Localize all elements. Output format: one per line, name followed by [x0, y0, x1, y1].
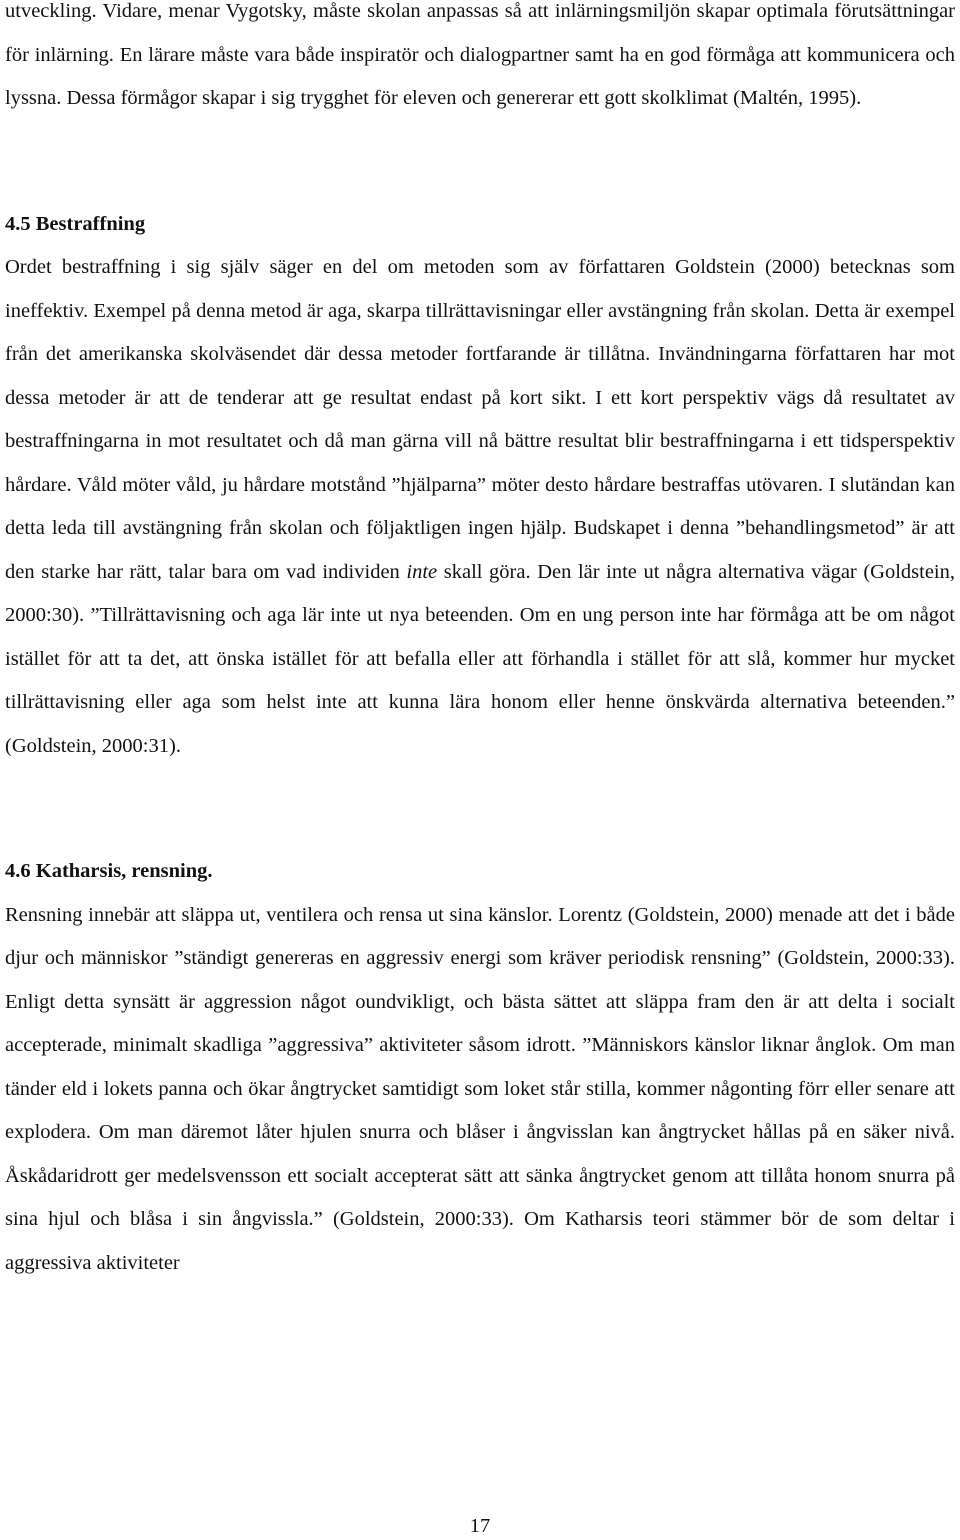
- bestraffning-paragraph: [5, 246, 955, 768]
- bestraffning-text-part2: skall göra. Den lär inte ut några alternativa vägar (Goldstein, 2000:30). ”Tillrättavisning och aga lär inte ut nya beteenden. Om en ung person inte har förmåga att be om något istället för att ta det, att önska istället för att befalla eller att förhandla i stället för att slå, kommer hur mycket tillrättavisning eller aga som helst inte att kunna lära honom eller henne önskvärda alternativa beteenden.” (Goldstein, 2000:31).: [5, 560, 956, 757]
- intro-paragraph: utveckling. Vidare, menar Vygotsky, måste skolan anpassas så att inlärningsmiljön skapar optimala förutsättningar för inlärning. En lärare måste vara både inspiratör och dialogpartner samt ha en god förmåga att kommunicera och lyssna. Dessa förmågor skapar i sig trygghet för eleven och genererar ett gott skolklimat (Maltén, 1995).: [5, 0, 955, 109]
- section-heading-bestraffning: 4.5 Bestraffning: [5, 212, 146, 235]
- emphasis-inte: inte: [406, 560, 438, 583]
- page-number: 17: [469, 1515, 491, 1537]
- document-page: [5, 0, 955, 1285]
- katharsis-paragraph: Rensning innebär att släppa ut, ventilera och rensa ut sina känslor. Lorentz (Goldstein, 2000) menade att det i både djur och människor ”ständigt genereras en aggressiv energi som kräver periodisk rensning” (Goldstein, 2000:33). Enligt detta synsätt är aggression något oundvikligt, och bästa sättet att släppa fram den är att delta i socialt accepterade, minimalt skadliga ”aggressiva” aktiviteter såsom idrott. ”Människors känslor liknar ånglok. Om man tänder eld i lokets panna och ökar ångtrycket samtidigt som loket står stilla, kommer någonting förr eller senare att explodera. Om man däremot låter hjulen snurra och blåser i ångvisslan kan ångtrycket hållas på en säker nivå. Åskådaridrott ger medelsvensson ett socialt accepterat sätt att sänka ångtrycket genom att tillåta honom snurra på sina hjul och blåsa i sin ångvissla.” (Goldstein, 2000:33). Om Katharsis teori stämmer bör de som deltar i aggressiva aktiviteter: [5, 903, 955, 1274]
- bestraffning-text-part1: Ordet bestraffning i sig själv säger en del om metoden som av författaren Goldstein (2000) betecknas som ineffektiv. Exempel på denna metod är aga, skarpa tillrättavisningar eller avstängning från skolan. Detta är exempel från det amerikanska skolväsendet där dessa metoder fortfarande är tillåtna. Invändningarna författaren har mot dessa metoder är att de tenderar att ge resultat endast på kort sikt. I ett kort perspektiv vägs då resultatet av bestraffningarna in mot resultatet och då man gärna vill nå bättre resultat blir bestraffningarna i ett tidsperspektiv hårdare. Våld möter våld, ju hårdare motstånd ”hjälparna” möter desto hårdare bestraffas utövaren. I slutändan kan detta leda till avstängning från skolan och följaktligen ingen hjälp. Budskapet i denna ”behandlingsmetod” är att den starke har rätt, talar bara om vad individen: [5, 256, 955, 583]
- section-heading-katharsis: 4.6 Katharsis, rensning.: [5, 860, 213, 882]
